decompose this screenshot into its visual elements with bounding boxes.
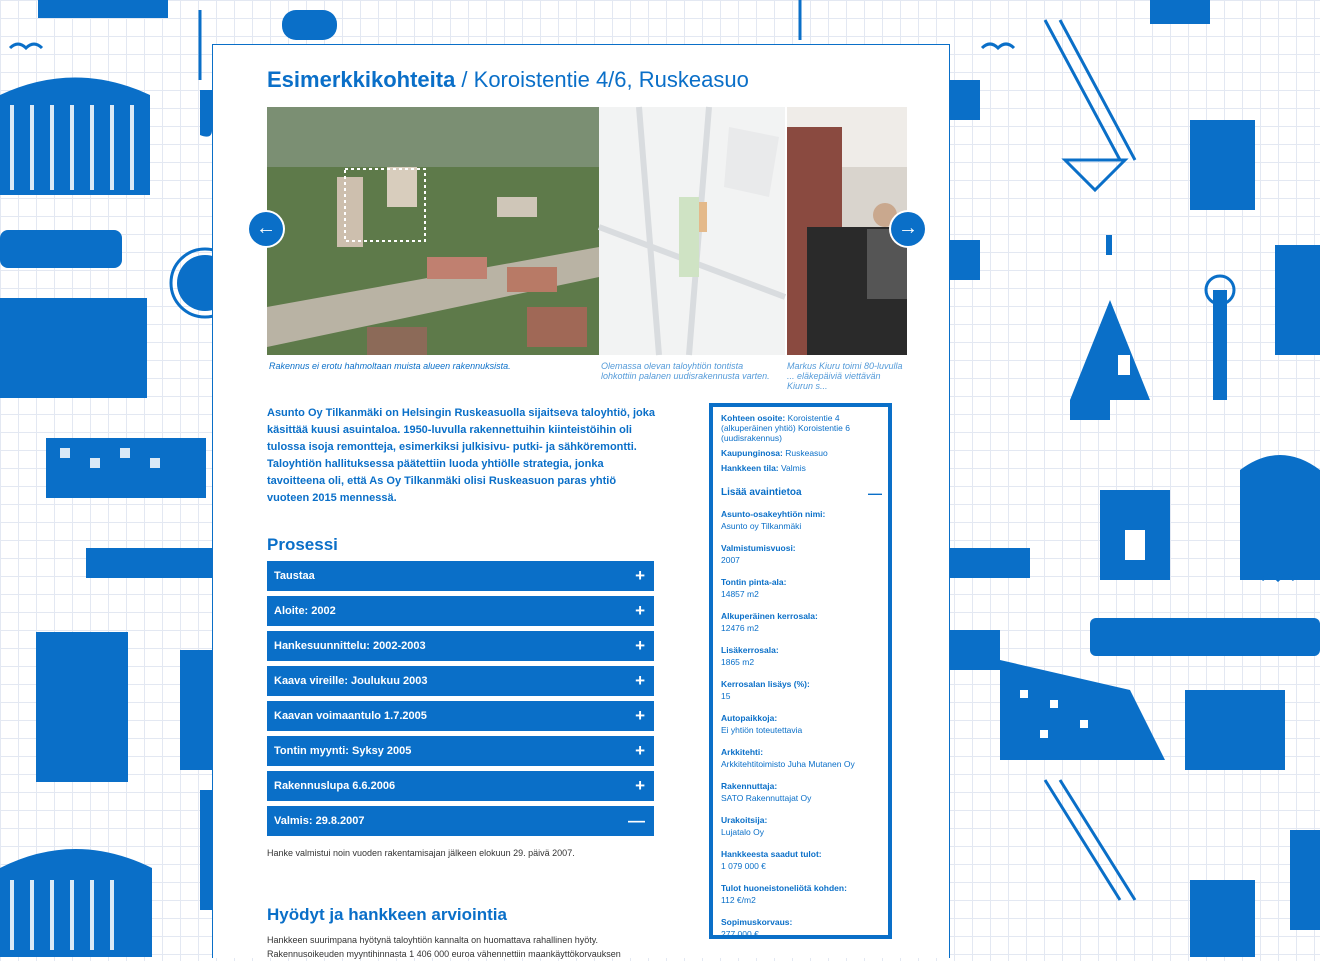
more-info-label: Lisää avaintietoa [721,487,802,498]
process-item-label: Rakennuslupa 6.6.2006 [274,780,396,792]
info-item-key: Sopimuskorvaus: [721,917,793,927]
expand-icon: + [635,671,645,690]
process-item-tontin-myynti[interactable] [267,736,654,766]
collapse-icon: — [868,485,882,501]
info-item-value: 2007 [721,555,740,565]
info-status-key: Hankkeen tila: [721,463,779,473]
info-item [721,746,880,770]
info-item-key: Arkkitehti: [721,747,764,757]
process-item-kaava-vireille[interactable] [267,666,654,696]
info-status-value: Valmis [781,463,806,473]
info-item-key: Rakennuttaja: [721,781,778,791]
info-item [721,508,880,532]
info-status [721,463,880,473]
arrow-right-icon: → [898,217,918,239]
info-item-value: SATO Rakennuttajat Oy [721,793,812,803]
aerial-photo [267,107,599,355]
info-item-key: Asunto-osakeyhtiön nimi: [721,509,826,519]
info-item-key: Urakoitsija: [721,815,768,825]
info-item-value: 1865 m2 [721,657,755,667]
info-item-key: Valmistumisvuosi: [721,543,796,553]
site-map-image [599,107,785,355]
info-item-key: Autopaikkoja: [721,713,778,723]
process-item-label: Aloite: 2002 [274,605,336,617]
info-item-key: Alkuperäinen kerrosala: [721,611,818,621]
info-item [721,644,880,668]
carousel-caption-1: Rakennus ei erotu hahmoltaan muista alueen rakennuksista. [269,361,511,371]
carousel-next-button[interactable] [891,212,925,246]
info-item-value: 112 €/m2 [721,895,756,905]
info-item [721,712,880,736]
info-item [721,848,880,872]
key-info-box [709,403,892,939]
info-item [721,610,880,634]
info-item-value: 1 079 000 € [721,861,766,871]
info-item-value: 12476 m2 [721,623,759,633]
info-item [721,780,880,804]
content-panel [212,44,950,958]
info-address-key: Kohteen osoite: [721,413,786,423]
carousel-slide-map[interactable] [599,107,785,355]
carousel-slide-portrait[interactable] [787,107,907,355]
process-item-taustaa[interactable] [267,561,654,591]
expand-icon: + [635,706,645,725]
page-title-bold: Esimerkkikohteita [267,67,456,92]
arrow-left-icon: ← [256,217,276,239]
process-open-text: Hanke valmistui noin vuoden rakentamisajan jälkeen elokuun 29. päivä 2007. [267,848,575,858]
collapse-icon: — [628,811,645,830]
info-item-value: Arkkitehtitoimisto Juha Mutanen Oy [721,759,855,769]
benefits-text-1: Hankkeen suurimpana hyötynä taloyhtiön kannalta on huomattava rahallinen hyöty. [267,935,599,945]
carousel-prev-button[interactable] [249,212,283,246]
expand-icon: + [635,636,645,655]
info-item-value: Lujatalo Oy [721,827,764,837]
process-item-kaavan-voimaantulo[interactable] [267,701,654,731]
info-address-value: Koroistentie 4 (alkuperäinen yhtiö) Koroistentie 6 (uudisrakennus) [721,413,850,443]
process-item-label: Tontin myynti: Syksy 2005 [274,745,412,757]
more-info-list [721,508,880,940]
info-item-key: Tulot huoneistoneliötä kohden: [721,883,847,893]
info-item [721,882,880,906]
benefits-text-2: Rakennusoikeuden myyntihinnasta 1 406 000 euroa vähennettiin maankäyttökorvauksen [267,949,621,959]
info-item [721,916,880,940]
expand-icon: + [635,776,645,795]
process-item-valmis[interactable] [267,806,654,836]
image-carousel [267,107,907,391]
info-item-key: Lisäkerrosala: [721,645,779,655]
info-district [721,448,880,458]
carousel-caption-3: Markus Kiuru toimi 80-luvulla ... eläkepäiviä viettävän Kiurun s... [787,361,903,391]
process-item-hankesuunnittelu[interactable] [267,631,654,661]
info-item [721,678,880,702]
intro-text: Asunto Oy Tilkanmäki on Helsingin Ruskeasuolla sijaitseva taloyhtiö, joka käsittää kuusi asuintaloa. 1950-luvulla rakennettuihin kiinteistöihin oli tulossa isoja remontteja, esimerkiksi julkisivu- putki- ja sähköremontti. Taloyhtiön hallituksessa päätettiin luoda yhtiölle strategia, jonka tavoitteena oli, että As Oy Tilkanmäki olisi Ruskeasuon paras yhtiö vuoteen 2015 mennessä. [267,407,655,504]
benefits-heading: Hyödyt ja hankkeen arviointia [267,905,507,924]
process-item-label: Kaava vireille: Joulukuu 2003 [274,675,428,687]
process-heading: Prosessi [267,535,338,554]
info-item-value: 14857 m2 [721,589,759,599]
info-item [721,542,880,566]
info-district-value: Ruskeasuo [785,448,828,458]
info-item-value: 277 000 € [721,929,759,939]
process-item-label: Hankesuunnittelu: 2002-2003 [274,640,426,652]
process-item-label: Taustaa [274,570,315,582]
info-item [721,814,880,838]
process-item-rakennuslupa[interactable] [267,771,654,801]
expand-icon: + [635,601,645,620]
info-item-value: Ei yhtiön toteutettavia [721,725,803,735]
expand-icon: + [635,566,645,585]
info-item-key: Kerrosalan lisäys (%): [721,679,810,689]
expand-icon: + [635,741,645,760]
process-item-label: Kaavan voimaantulo 1.7.2005 [274,710,427,722]
portrait-photo [787,107,907,355]
page-title-location: / Koroistentie 4/6, Ruskeasuo [455,67,749,92]
info-item-value: Asunto oy Tilkanmäki [721,521,802,531]
carousel-caption-2: Olemassa olevan taloyhtiön tontista lohkottiin palanen uudisrakennusta varten. [601,361,770,381]
info-item-key: Hankkeesta saadut tulot: [721,849,822,859]
info-item [721,576,880,600]
process-item-label: Valmis: 29.8.2007 [274,815,365,827]
info-item-key: Tontin pinta-ala: [721,577,787,587]
carousel-slide-aerial[interactable] [267,107,599,355]
more-info-toggle[interactable] [721,485,882,501]
info-address [721,413,880,443]
info-item-value: 15 [721,691,731,701]
process-item-aloite[interactable] [267,596,654,626]
info-district-key: Kaupunginosa: [721,448,783,458]
page-title [267,67,749,93]
